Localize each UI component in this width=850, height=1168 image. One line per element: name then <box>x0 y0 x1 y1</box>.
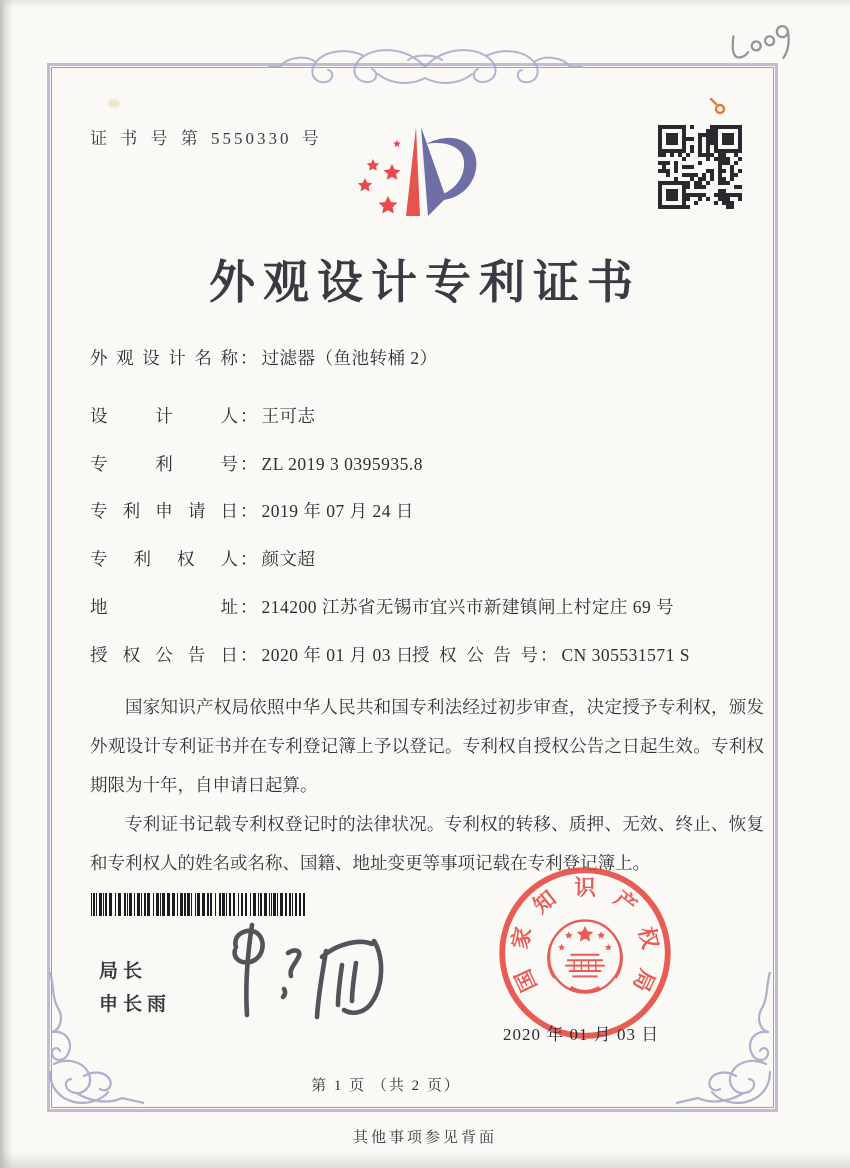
national-emblem <box>548 921 622 993</box>
handwritten-note <box>723 22 801 66</box>
field-label: 设计人 <box>90 406 238 426</box>
field-value: CN 305531571 S <box>561 645 691 665</box>
field-value: 214200 江苏省无锡市宜兴市新建镇闸上村定庄 69 号 <box>261 597 675 617</box>
director-name: 申长雨 <box>99 994 172 1015</box>
body-paragraph-2: 专利证书记载专利权登记时的法律状况。专利权的转移、质押、无效、终止、恢复和专利权人的姓名或名称、国籍、地址变更等事项记载在专利登记簿上。 <box>90 814 764 873</box>
field-address: 地址 ： 214200 江苏省无锡市宜兴市新建镇闸上村定庄 69 号 <box>90 594 674 619</box>
certificate-title: 外观设计专利证书 <box>209 257 641 308</box>
svg-text:局: 局 <box>628 965 660 996</box>
body-paragraph-1: 国家知识产权局依照中华人民共和国专利法经过初步审查，决定授予专利权，颁发外观设计专利证书并在专利登记簿上予以登记。专利权自授权公告之日起生效。专利权期限为十年，自申请日起算。 <box>90 697 764 795</box>
field-label: 专利申请日 <box>90 501 238 521</box>
field-design-name: 外观设计名称 ： 过滤器（鱼池转桶 2） <box>90 345 438 370</box>
seal-date: 2020 年 01 月 03 日 <box>503 1025 660 1044</box>
field-designer: 设计人 ： 王可志 <box>90 403 316 428</box>
field-value: 过滤器（鱼池转桶 2） <box>261 348 438 368</box>
field-grant-date: 授权公告日 ： 2020 年 01 月 03 日 <box>90 642 414 667</box>
handwritten-signature <box>222 915 432 1027</box>
field-grant-no: 授权公告号 ： CN 305531571 S <box>412 642 690 667</box>
svg-text:识: 识 <box>574 876 596 901</box>
field-patentee: 专利权人 ： 颜文超 <box>90 546 316 571</box>
field-label: 地址 <box>90 597 238 617</box>
field-patent-no: 专利号 ： ZL 2019 3 0395935.8 <box>90 451 423 476</box>
page-indicator: 第 1 页 （共 2 页） <box>311 1078 461 1094</box>
field-value: 颜文超 <box>261 549 316 569</box>
field-label: 授权公告日 <box>90 645 238 665</box>
field-label: 专利号 <box>90 454 238 474</box>
svg-text:国: 国 <box>510 965 542 996</box>
field-label: 授权公告号 <box>412 645 538 665</box>
official-seal <box>495 863 675 1043</box>
svg-text:家: 家 <box>507 924 537 952</box>
field-value: 王可志 <box>261 406 316 426</box>
svg-text:权: 权 <box>633 924 663 952</box>
svg-text:知: 知 <box>528 886 561 919</box>
barcode <box>90 892 310 917</box>
field-label: 专利权人 <box>90 549 238 569</box>
cnipa-logo <box>340 114 485 232</box>
scan-edge-bottom <box>0 1152 850 1168</box>
legal-body-text <box>90 688 764 883</box>
qr-code <box>658 125 746 211</box>
director-block <box>99 955 171 1021</box>
field-value: 2020 年 01 月 03 日 <box>261 645 414 665</box>
scan-edge-left <box>0 0 13 1168</box>
certificate-number: 证 书 号 第 5550330 号 <box>90 129 322 148</box>
field-label: 外观设计名称 <box>90 348 238 368</box>
director-title: 局长 <box>99 961 148 982</box>
svg-text:产: 产 <box>609 886 642 919</box>
field-filing-date: 专利申请日 ： 2019 年 07 月 24 日 <box>90 498 414 523</box>
back-side-note: 其他事项参见背面 <box>352 1130 497 1146</box>
scan-edge-top <box>0 0 850 8</box>
orange-ink-mark <box>708 98 730 118</box>
field-value: 2019 年 07 月 24 日 <box>261 501 414 521</box>
field-value: ZL 2019 3 0395935.8 <box>261 454 423 474</box>
